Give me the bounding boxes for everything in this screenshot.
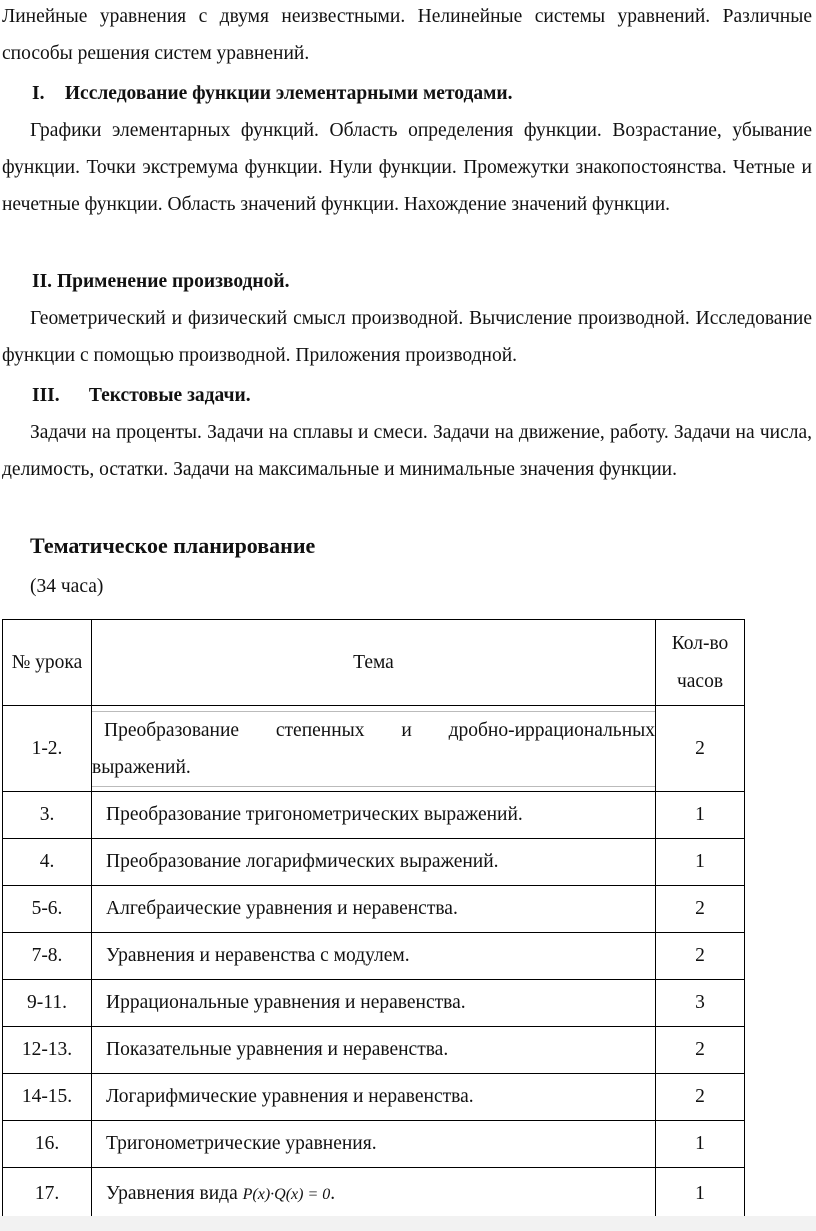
lesson-number: 17.: [3, 1168, 92, 1220]
table-row: [3, 980, 745, 1027]
lesson-hours: 2: [656, 1027, 745, 1074]
topic-text-box: [92, 711, 655, 787]
header-hours-line2: часов: [676, 670, 724, 692]
topic-line2: выражений.: [92, 756, 191, 778]
section-1-number: I.: [32, 83, 45, 104]
topic-prefix: Уравнения вида: [106, 1182, 238, 1204]
section-1-heading: [32, 75, 812, 112]
table-row: [3, 1074, 745, 1121]
lesson-hours: 2: [656, 886, 745, 933]
lesson-topic: Алгебраические уравнения и неравенства.: [92, 886, 656, 933]
section-2-number: II.: [32, 271, 53, 292]
header-hours: [656, 620, 745, 706]
lesson-number: 3.: [3, 792, 92, 839]
table-row: [3, 1027, 745, 1074]
header-topic: Тема: [92, 620, 656, 706]
table-row: [3, 1168, 745, 1220]
section-3-title: Текстовые задачи.: [88, 385, 251, 406]
table-row: [3, 886, 745, 933]
lesson-number: 16.: [3, 1121, 92, 1168]
table-row: [3, 933, 745, 980]
lesson-number: 5-6.: [3, 886, 92, 933]
lesson-topic: Показательные уравнения и неравенства.: [92, 1027, 656, 1074]
section-3-number: III.: [32, 385, 60, 406]
section-1-title: Исследование функции элементарными методами.: [64, 83, 513, 104]
section-3-body: Задачи на проценты. Задачи на сплавы и смеси. Задачи на движение, работу. Задачи на числа, делимость, остатки. Задачи на максимальные и минимальные значения функции.: [2, 422, 812, 480]
lesson-topic: Преобразование логарифмических выражений.: [92, 839, 656, 886]
lesson-topic: Преобразование тригонометрических выражений.: [92, 792, 656, 839]
lesson-number: 9-11.: [3, 980, 92, 1027]
lesson-hours: 2: [656, 933, 745, 980]
section-2-heading: [32, 263, 812, 300]
lesson-number: 4.: [3, 839, 92, 886]
lesson-hours: 1: [656, 1168, 745, 1220]
intro-paragraph: Линейные уравнения с двумя неизвестными. Нелинейные системы уравнений. Различные способы решения систем уравнений.: [2, 6, 812, 64]
lesson-hours: 2: [656, 1074, 745, 1121]
header-hours-line1: Кол-во: [671, 632, 729, 654]
table-row: [3, 839, 745, 886]
table-row: [3, 706, 745, 792]
section-3-heading: [32, 377, 812, 414]
table-row: [3, 792, 745, 839]
planning-title: Тематическое планирование: [30, 533, 316, 558]
header-lesson-number: № урока: [3, 620, 92, 706]
section-1-body: Графики элементарных функций. Область определения функции. Возрастание, убывание функции. Точки экстремума функции. Нули функции. Промежутки знакопостоянства. Четные и нечетные функции. Область значений функции. Нахождение значений функции.: [2, 120, 812, 215]
lesson-topic: Логарифмические уравнения и неравенства.: [92, 1074, 656, 1121]
lesson-topic: Иррациональные уравнения и неравенства.: [92, 980, 656, 1027]
page-bottom-strip: [0, 1216, 816, 1231]
lesson-hours: 1: [656, 1121, 745, 1168]
lesson-topic: Тригонометрические уравнения.: [92, 1121, 656, 1168]
planning-hours: (34 часа): [30, 576, 104, 597]
lesson-number: 12-13.: [3, 1027, 92, 1074]
lesson-topic: [92, 1168, 656, 1220]
lesson-number: 14-15.: [3, 1074, 92, 1121]
lesson-number: 7-8.: [3, 933, 92, 980]
topic-line1: Преобразование степенных и дробно-иррациональных: [104, 719, 655, 741]
topic-suffix: .: [330, 1182, 336, 1204]
lesson-topic: [92, 706, 656, 792]
lesson-hours: 1: [656, 792, 745, 839]
planning-table: [2, 619, 745, 1220]
equation-formula: P(x)·Q(x) = 0: [242, 1185, 331, 1203]
table-row: [3, 1121, 745, 1168]
lesson-topic: Уравнения и неравенства с модулем.: [92, 933, 656, 980]
section-2-title: Применение производной.: [56, 271, 290, 292]
lesson-hours: 2: [656, 706, 745, 792]
lesson-hours: 1: [656, 839, 745, 886]
section-2-body: Геометрический и физический смысл производной. Вычисление производной. Исследование функции с помощью производной. Приложения производной.: [2, 308, 812, 366]
table-header-row: [3, 620, 745, 706]
lesson-hours: 3: [656, 980, 745, 1027]
lesson-number: 1-2.: [3, 706, 92, 792]
